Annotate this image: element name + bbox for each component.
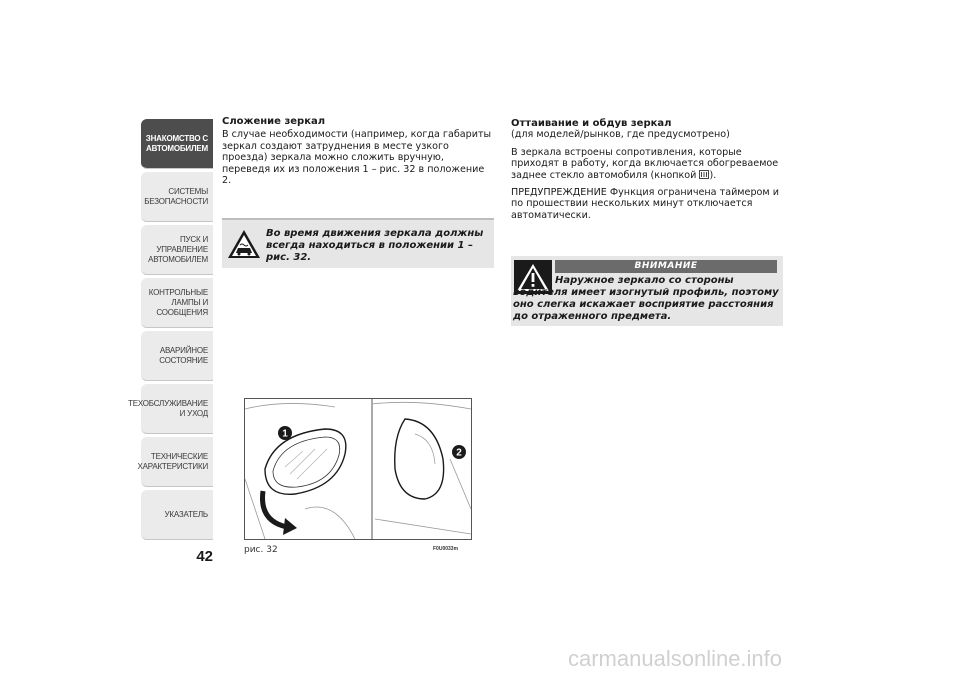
attention-text: Наружное зеркало со стороны водителя имеет изогнутый профиль, поэтому оно слегка искажает восприятие расстояния до отраженного предмета. <box>513 275 779 322</box>
mirror-illustration <box>245 399 471 539</box>
figure-code: F0U0033m <box>433 546 459 552</box>
folding-paragraph: В случае необходимости (например, когда габариты зеркал создают затруднения в месте узкого проезда) зеркала можно сложить вручную, переведя их из положения 1 – рис. 32 в положение 2. <box>222 129 492 187</box>
car-hazard-icon <box>227 228 261 260</box>
defrost-paragraph-text: В зеркала встроены сопротивления, которые приходят в работу, когда включается обогреваемое заднее стекло автомобиля (кнопкой <box>511 146 779 181</box>
figure-caption: рис. 32 <box>244 545 278 555</box>
defrost-subheading: (для моделей/рынков, где предусмотрено) <box>511 129 730 141</box>
driving-note <box>222 218 494 268</box>
section-heading-folding: Сложение зеркал <box>222 116 326 127</box>
page-number: 42 <box>196 548 213 565</box>
mirror-figure <box>244 398 472 540</box>
sidebar-tab-warning-lights[interactable]: КОНТРОЛЬНЫЕ ЛАМПЫ И СООБЩЕНИЯ <box>141 278 213 328</box>
marker-2: 2 <box>456 447 462 459</box>
driving-note-text: Во время движения зеркала должны всегда находиться в положении 1 – рис. 32. <box>266 228 484 263</box>
left-column <box>222 116 494 186</box>
defrost-paragraph <box>511 147 783 181</box>
sidebar-tab-intro[interactable]: ЗНАКОМСТВО С АВТОМОБИЛЕМ <box>141 119 213 169</box>
defrost-paragraph-end: ). <box>709 169 717 181</box>
attention-title: ВНИМАНИЕ <box>555 260 777 273</box>
sidebar-tab-specs[interactable]: ТЕХНИЧЕСКИЕ ХАРАКТЕРИСТИКИ <box>141 437 213 487</box>
sidebar-tab-index[interactable]: УКАЗАТЕЛЬ <box>141 490 213 540</box>
sidebar-tab-emergency[interactable]: АВАРИЙНОЕ СОСТОЯНИЕ <box>141 331 213 381</box>
attention-box <box>511 256 783 326</box>
timer-warning-paragraph: ПРЕДУПРЕЖДЕНИЕ Функция ограничена таймером и по прошествии нескольких минут отключается автоматически. <box>511 187 779 221</box>
rear-defrost-icon <box>699 170 709 179</box>
sidebar-tab-driving[interactable]: ПУСК И УПРАВЛЕНИЕ АВТОМОБИЛЕМ <box>141 225 213 275</box>
marker-1: 1 <box>282 428 288 440</box>
section-heading-defrost: Оттаивание и обдув зеркал <box>511 118 672 129</box>
watermark: carmanualsonline.info <box>568 646 783 671</box>
sidebar-tab-safety[interactable]: СИСТЕМЫ БЕЗОПАСНОСТИ <box>141 172 213 222</box>
sidebar-tab-maintenance[interactable]: ТЕХОБСЛУЖИВАНИЕ И УХОД <box>141 384 213 434</box>
right-column <box>511 118 783 221</box>
